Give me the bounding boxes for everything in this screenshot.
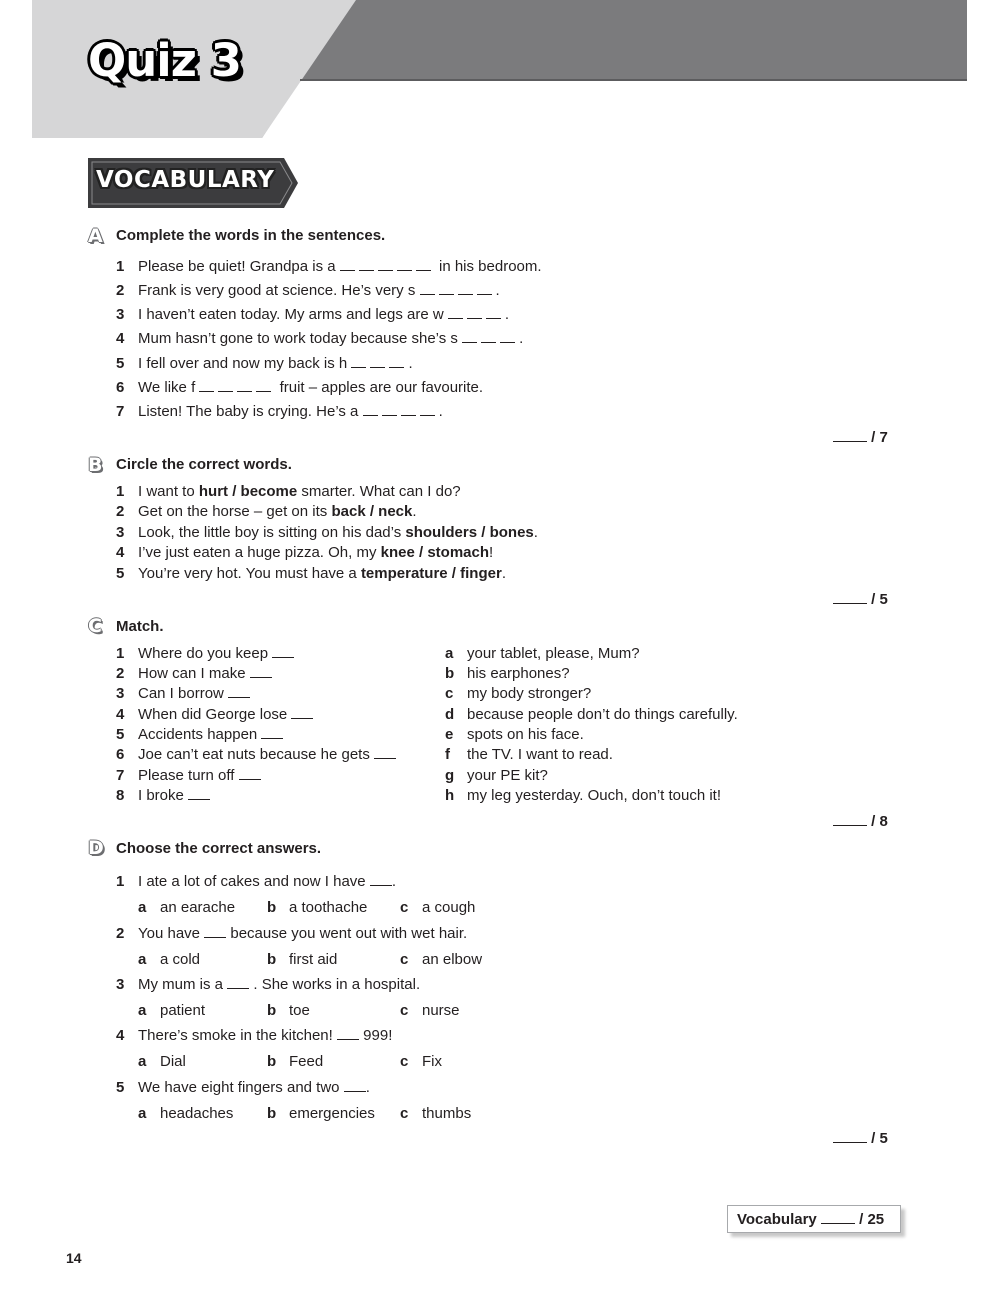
- option-letter: f: [445, 746, 450, 763]
- option-text: an elbow: [422, 951, 483, 968]
- sentence-row: [116, 524, 538, 541]
- sentence-text-after: .: [533, 524, 538, 541]
- sentence-text-before: Frank is very good at science. He’s very s: [138, 282, 416, 299]
- item-number: 4: [116, 1027, 125, 1044]
- match-right-text: spots on his face.: [467, 726, 584, 743]
- answer-blank: [448, 306, 463, 319]
- option-text: thumbs: [422, 1105, 472, 1122]
- section-c-letter: C: [88, 615, 102, 637]
- word-choice: temperature / finger: [360, 565, 502, 582]
- answer-blank: [374, 746, 396, 759]
- answer-option: [400, 951, 482, 968]
- sentence-text-before: Look, the little boy is sitting on his dad’s: [138, 524, 406, 541]
- item-number: 4: [116, 706, 125, 723]
- sentence-text-before: Mum hasn’t gone to work today because she’s s: [138, 330, 458, 347]
- option-letter: c: [400, 1105, 409, 1122]
- question-row: [116, 976, 420, 993]
- answer-blank: [416, 258, 431, 271]
- sentence-text-after: .: [412, 503, 417, 520]
- match-left-row: [116, 645, 294, 662]
- section-b-score: / 5: [833, 591, 888, 608]
- answer-blank: [389, 355, 404, 368]
- answer-option: [267, 1002, 310, 1019]
- option-letter: a: [445, 645, 454, 662]
- question-text-after: because you went out with wet hair.: [230, 925, 468, 942]
- option-letter: b: [267, 1053, 277, 1070]
- sentence-text-before: I’ve just eaten a huge pizza. Oh, my: [138, 544, 381, 561]
- sentence-text-before: I want to: [138, 483, 199, 500]
- match-left-row: [116, 665, 272, 682]
- match-left-text: Can I borrow: [138, 685, 224, 702]
- answer-blank: [458, 282, 473, 295]
- item-number: 1: [116, 483, 125, 500]
- question-text-before: There’s smoke in the kitchen!: [138, 1027, 333, 1044]
- answer-blank: [291, 706, 313, 719]
- option-text: Feed: [289, 1053, 324, 1070]
- option-letter: a: [138, 899, 147, 916]
- match-left-text: Where do you keep: [138, 645, 269, 662]
- match-right-row: [445, 706, 738, 723]
- question-row: [116, 1027, 392, 1044]
- match-left-text: When did George lose: [138, 706, 288, 723]
- answer-blank: [239, 767, 261, 780]
- item-number: 7: [116, 403, 125, 420]
- total-score-box: [727, 1205, 901, 1233]
- question-text-before: We have eight fingers and two: [138, 1079, 340, 1096]
- word-choice: knee / stomach: [380, 544, 490, 561]
- item-number: 4: [116, 544, 125, 561]
- question-text-after: 999!: [363, 1027, 393, 1044]
- sentence-text-after: .: [408, 355, 413, 372]
- option-letter: c: [400, 899, 409, 916]
- answer-option: [138, 951, 200, 968]
- match-left-text: How can I make: [138, 665, 246, 682]
- item-number: 2: [116, 503, 125, 520]
- answer-blank: [397, 258, 412, 271]
- answer-blank: [401, 403, 416, 416]
- match-left-text: I broke: [138, 787, 184, 804]
- match-left-text: Please turn off: [138, 767, 235, 784]
- answer-option: [400, 899, 475, 916]
- answer-blank: [439, 282, 454, 295]
- answer-blank: [500, 330, 515, 343]
- item-number: 7: [116, 767, 125, 784]
- item-number: 1: [116, 873, 125, 890]
- option-letter: e: [445, 726, 454, 743]
- answer-blank: [256, 379, 271, 392]
- option-text: emergencies: [289, 1105, 375, 1122]
- item-number: 5: [116, 355, 125, 372]
- answer-blank: [344, 1079, 366, 1092]
- section-b-letter: B: [88, 454, 103, 476]
- item-number: 8: [116, 787, 125, 804]
- option-letter: g: [445, 767, 455, 784]
- item-number: 5: [116, 726, 125, 743]
- answer-blank: [261, 726, 283, 739]
- section-heading: VOCABULARY: [96, 167, 275, 193]
- item-number: 5: [116, 565, 125, 582]
- option-text: toe: [289, 1002, 310, 1019]
- match-left-text: Joe can’t eat nuts because he gets: [138, 746, 370, 763]
- sentence-text-after: smarter. What can I do?: [297, 483, 461, 500]
- sentence-text-after: !: [489, 544, 494, 561]
- sentence-row: [116, 306, 509, 323]
- item-number: 3: [116, 685, 125, 702]
- option-letter: a: [138, 1053, 147, 1070]
- match-left-text: Accidents happen: [138, 726, 258, 743]
- option-letter: b: [267, 951, 277, 968]
- question-text-after: .: [391, 873, 396, 890]
- option-text: patient: [160, 1002, 206, 1019]
- sentence-row: [116, 403, 443, 420]
- option-text: first aid: [289, 951, 338, 968]
- sentence-text-after: in his bedroom.: [438, 258, 542, 275]
- question-text-after: .: [365, 1079, 370, 1096]
- sentence-row: [116, 355, 413, 372]
- question-row: [116, 925, 467, 942]
- sentence-row: [116, 483, 461, 500]
- option-text: Fix: [422, 1053, 442, 1070]
- answer-option: [267, 1053, 323, 1070]
- match-right-row: [445, 665, 570, 682]
- sentence-text-before: I fell over and now my back is h: [138, 355, 348, 372]
- item-number: 2: [116, 282, 125, 299]
- match-left-row: [116, 726, 283, 743]
- sentence-text-after: .: [504, 306, 510, 323]
- match-right-text: his earphones?: [467, 665, 570, 682]
- page-title: Quiz 3: [88, 34, 241, 87]
- item-number: 6: [116, 746, 125, 763]
- answer-option: [267, 951, 337, 968]
- option-letter: c: [400, 1002, 409, 1019]
- answer-blank: [250, 665, 272, 678]
- match-left-row: [116, 746, 396, 763]
- sentence-text-after: .: [438, 403, 443, 420]
- answer-blank: [204, 925, 226, 938]
- question-text-before: I ate a lot of cakes and now I have: [138, 873, 366, 890]
- total-label: Vocabulary: [737, 1211, 817, 1228]
- option-letter: c: [400, 1053, 409, 1070]
- item-number: 4: [116, 330, 125, 347]
- sentence-text-before: I haven’t eaten today. My arms and legs are w: [138, 306, 444, 323]
- sentence-text-before: Please be quiet! Grandpa is a: [138, 258, 336, 275]
- sentence-row: [116, 258, 542, 275]
- sentence-row: [116, 330, 523, 347]
- match-left-row: [116, 685, 250, 702]
- option-text: a toothache: [289, 899, 368, 916]
- item-number: 3: [116, 306, 125, 323]
- option-text: nurse: [422, 1002, 460, 1019]
- match-right-row: [445, 726, 584, 743]
- option-letter: b: [267, 899, 277, 916]
- item-number: 5: [116, 1079, 125, 1096]
- answer-option: [400, 1053, 442, 1070]
- option-text: a cold: [160, 951, 201, 968]
- answer-option: [267, 899, 367, 916]
- sentence-text-after: .: [519, 330, 524, 347]
- match-right-text: because people don’t do things carefully.: [467, 706, 738, 723]
- item-number: 3: [116, 976, 125, 993]
- answer-blank: [477, 282, 492, 295]
- answer-blank: [272, 645, 294, 658]
- item-number: 6: [116, 379, 125, 396]
- match-right-row: [445, 746, 613, 763]
- item-number: 1: [116, 645, 125, 662]
- answer-blank: [420, 403, 435, 416]
- answer-option: [400, 1105, 471, 1122]
- option-letter: b: [267, 1002, 277, 1019]
- match-right-row: [445, 787, 721, 804]
- answer-blank: [188, 787, 210, 800]
- option-letter: h: [445, 787, 455, 804]
- answer-blank: [462, 330, 477, 343]
- answer-option: [267, 1105, 375, 1122]
- answer-option: [400, 1002, 460, 1019]
- sentence-row: [116, 544, 493, 561]
- section-d-letter: D: [88, 837, 104, 859]
- match-left-row: [116, 767, 261, 784]
- answer-blank: [237, 379, 252, 392]
- option-letter: c: [445, 685, 454, 702]
- answer-option: [138, 1105, 233, 1122]
- sentence-text-after: .: [501, 565, 506, 582]
- option-text: Dial: [160, 1053, 186, 1070]
- sentence-text-before: Listen! The baby is crying. He’s a: [138, 403, 359, 420]
- question-row: [116, 873, 396, 890]
- match-right-text: your PE kit?: [467, 767, 548, 784]
- option-letter: c: [400, 951, 409, 968]
- sentence-text-before: We like f: [138, 379, 196, 396]
- word-choice: shoulders / bones: [405, 524, 534, 541]
- match-right-row: [445, 645, 640, 662]
- option-letter: a: [138, 1002, 147, 1019]
- match-left-row: [116, 706, 313, 723]
- sentence-text-before: Get on the horse – get on its: [138, 503, 332, 520]
- answer-blank: [351, 355, 366, 368]
- answer-blank: [378, 258, 393, 271]
- sentence-row: [116, 379, 483, 396]
- section-c-instruction: Match.: [116, 618, 164, 635]
- sentence-text-before: You’re very hot. You must have a: [138, 565, 361, 582]
- total-score: / 25: [859, 1211, 885, 1228]
- question-text-before: You have: [138, 925, 201, 942]
- answer-blank: [337, 1027, 359, 1040]
- section-a-letter: A: [88, 225, 103, 247]
- section-a-instruction: Complete the words in the sentences.: [116, 227, 386, 244]
- section-a-score: / 7: [833, 429, 888, 446]
- answer-blank: [420, 282, 435, 295]
- section-d-score: / 5: [833, 1130, 888, 1147]
- answer-blank: [218, 379, 233, 392]
- answer-blank: [228, 685, 250, 698]
- answer-option: [138, 899, 235, 916]
- match-right-row: [445, 767, 548, 784]
- section-c-score: / 8: [833, 813, 888, 830]
- answer-blank: [340, 258, 355, 271]
- question-row: [116, 1079, 370, 1096]
- option-letter: a: [138, 951, 147, 968]
- sentence-row: [116, 282, 500, 299]
- answer-blank: [481, 330, 496, 343]
- answer-blank: [227, 976, 249, 989]
- section-d-instruction: Choose the correct answers.: [116, 840, 322, 857]
- item-number: 2: [116, 925, 125, 942]
- section-b-instruction: Circle the correct words.: [116, 456, 292, 473]
- page-number: 14: [66, 1250, 82, 1266]
- option-letter: b: [445, 665, 455, 682]
- match-right-text: my leg yesterday. Ouch, don’t touch it!: [467, 787, 722, 804]
- answer-blank: [199, 379, 214, 392]
- answer-blank: [370, 873, 392, 886]
- question-text-after: . She works in a hospital.: [253, 976, 421, 993]
- option-text: headaches: [160, 1105, 234, 1122]
- sentence-text-after: .: [495, 282, 500, 299]
- match-right-text: your tablet, please, Mum?: [467, 645, 640, 662]
- item-number: 3: [116, 524, 125, 541]
- item-number: 1: [116, 258, 125, 275]
- word-choice: back / neck: [331, 503, 413, 520]
- answer-blank: [486, 306, 501, 319]
- match-left-row: [116, 787, 210, 804]
- option-text: an earache: [160, 899, 236, 916]
- answer-option: [138, 1053, 186, 1070]
- answer-blank: [467, 306, 482, 319]
- question-text-before: My mum is a: [138, 976, 224, 993]
- match-right-text: my body stronger?: [467, 685, 592, 702]
- item-number: 2: [116, 665, 125, 682]
- answer-blank: [370, 355, 385, 368]
- option-letter: b: [267, 1105, 277, 1122]
- answer-option: [138, 1002, 205, 1019]
- option-letter: d: [445, 706, 455, 723]
- option-text: a cough: [422, 899, 476, 916]
- sentence-row: [116, 503, 417, 520]
- word-choice: hurt / become: [198, 483, 298, 500]
- sentence-row: [116, 565, 506, 582]
- match-right-text: the TV. I want to read.: [467, 746, 613, 763]
- answer-blank: [363, 403, 378, 416]
- sentence-text-after: fruit – apples are our favourite.: [279, 379, 484, 396]
- answer-blank: [382, 403, 397, 416]
- match-right-row: [445, 685, 591, 702]
- option-letter: a: [138, 1105, 147, 1122]
- answer-blank: [359, 258, 374, 271]
